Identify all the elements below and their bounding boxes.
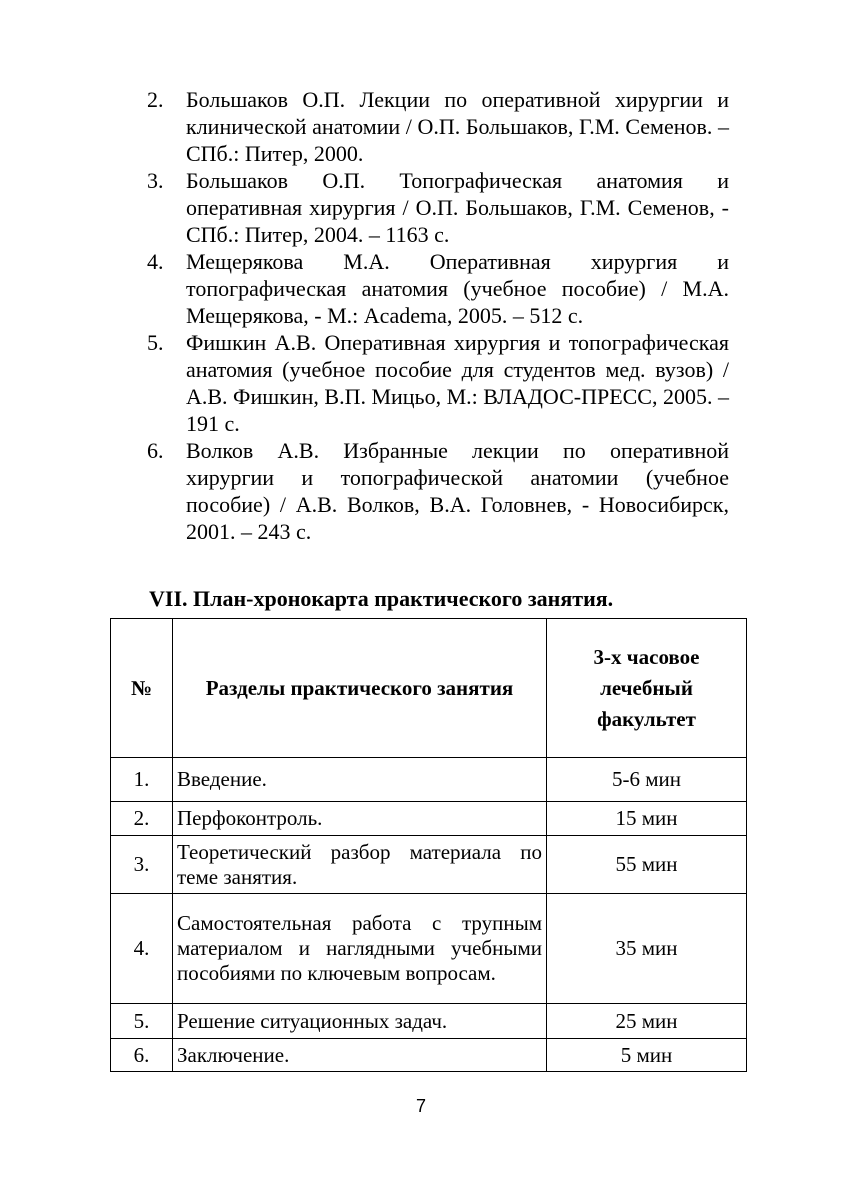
row-time: 5 мин [547, 1039, 747, 1072]
reference-text: Фишкин А.В. Оперативная хирургия и топографическая анатомия (учебное пособие для студентов мед. вузов) / А.В. Фишкин, В.П. Мицьо, М.: ВЛАДОС-ПРЕСС, 2005. – 191 с. [186, 330, 729, 436]
row-section: Перфоконтроль. [173, 802, 547, 836]
table-row [111, 894, 747, 1004]
row-time: 25 мин [547, 1004, 747, 1039]
lesson-plan-table [110, 618, 747, 1072]
reference-item [147, 167, 729, 248]
reference-item [147, 86, 729, 167]
reference-text: Большаков О.П. Лекции по оперативной хирургии и клинической анатомии / О.П. Большаков, Г.М. Семенов. – СПб.: Питер, 2000. [186, 87, 729, 166]
row-number: 6. [111, 1039, 173, 1072]
table-row [111, 1004, 747, 1039]
table-row [111, 802, 747, 836]
row-section: Самостоятельная работа с трупным материалом и наглядными учебными пособиями по ключевым вопросам. [173, 894, 547, 1004]
row-time: 35 мин [547, 894, 747, 1004]
page-number: 7 [415, 1096, 426, 1116]
row-time: 55 мин [547, 836, 747, 894]
table-header-row [111, 619, 747, 758]
reference-number: 5. [147, 330, 164, 355]
table-row [111, 836, 747, 894]
row-number: 1. [111, 758, 173, 802]
reference-text: Мещерякова М.А. Оперативная хирургия и топографическая анатомия (учебное пособие) / М.А. Мещерякова, - М.: Academa, 2005. – 512 с. [186, 249, 729, 328]
reference-text: Волков А.В. Избранные лекции по оперативной хирургии и топографической анатомии (учебное пособие) / А.В. Волков, В.А. Головнев, - Новосибирск, 2001. – 243 с. [186, 438, 729, 544]
row-section: Введение. [173, 758, 547, 802]
row-time: 15 мин [547, 802, 747, 836]
references-list [147, 86, 729, 545]
section-title: VII. План-хронокарта практического занятия. [149, 586, 614, 611]
reference-text: Большаков О.П. Топографическая анатомия и оперативная хирургия / О.П. Большаков, Г.М. Семенов, - СПб.: Питер, 2004. – 1163 с. [186, 168, 729, 247]
header-number: № [111, 619, 173, 758]
row-section: Решение ситуационных задач. [173, 1004, 547, 1039]
row-section: Теоретический разбор материала по теме занятия. [173, 836, 547, 894]
reference-number: 3. [147, 168, 164, 193]
row-number: 3. [111, 836, 173, 894]
reference-number: 2. [147, 87, 164, 112]
table-row [111, 1039, 747, 1072]
reference-item [147, 248, 729, 329]
row-number: 4. [111, 894, 173, 1004]
row-section: Заключение. [173, 1039, 547, 1072]
reference-number: 6. [147, 438, 164, 463]
row-time: 5-6 мин [547, 758, 747, 802]
table-row [111, 758, 747, 802]
row-number: 5. [111, 1004, 173, 1039]
reference-item [147, 329, 729, 437]
reference-number: 4. [147, 249, 164, 274]
row-number: 2. [111, 802, 173, 836]
reference-item [147, 437, 729, 545]
header-sections: Разделы практического занятия [173, 619, 547, 758]
header-time: 3-х часовое лечебный факультет [547, 619, 747, 758]
